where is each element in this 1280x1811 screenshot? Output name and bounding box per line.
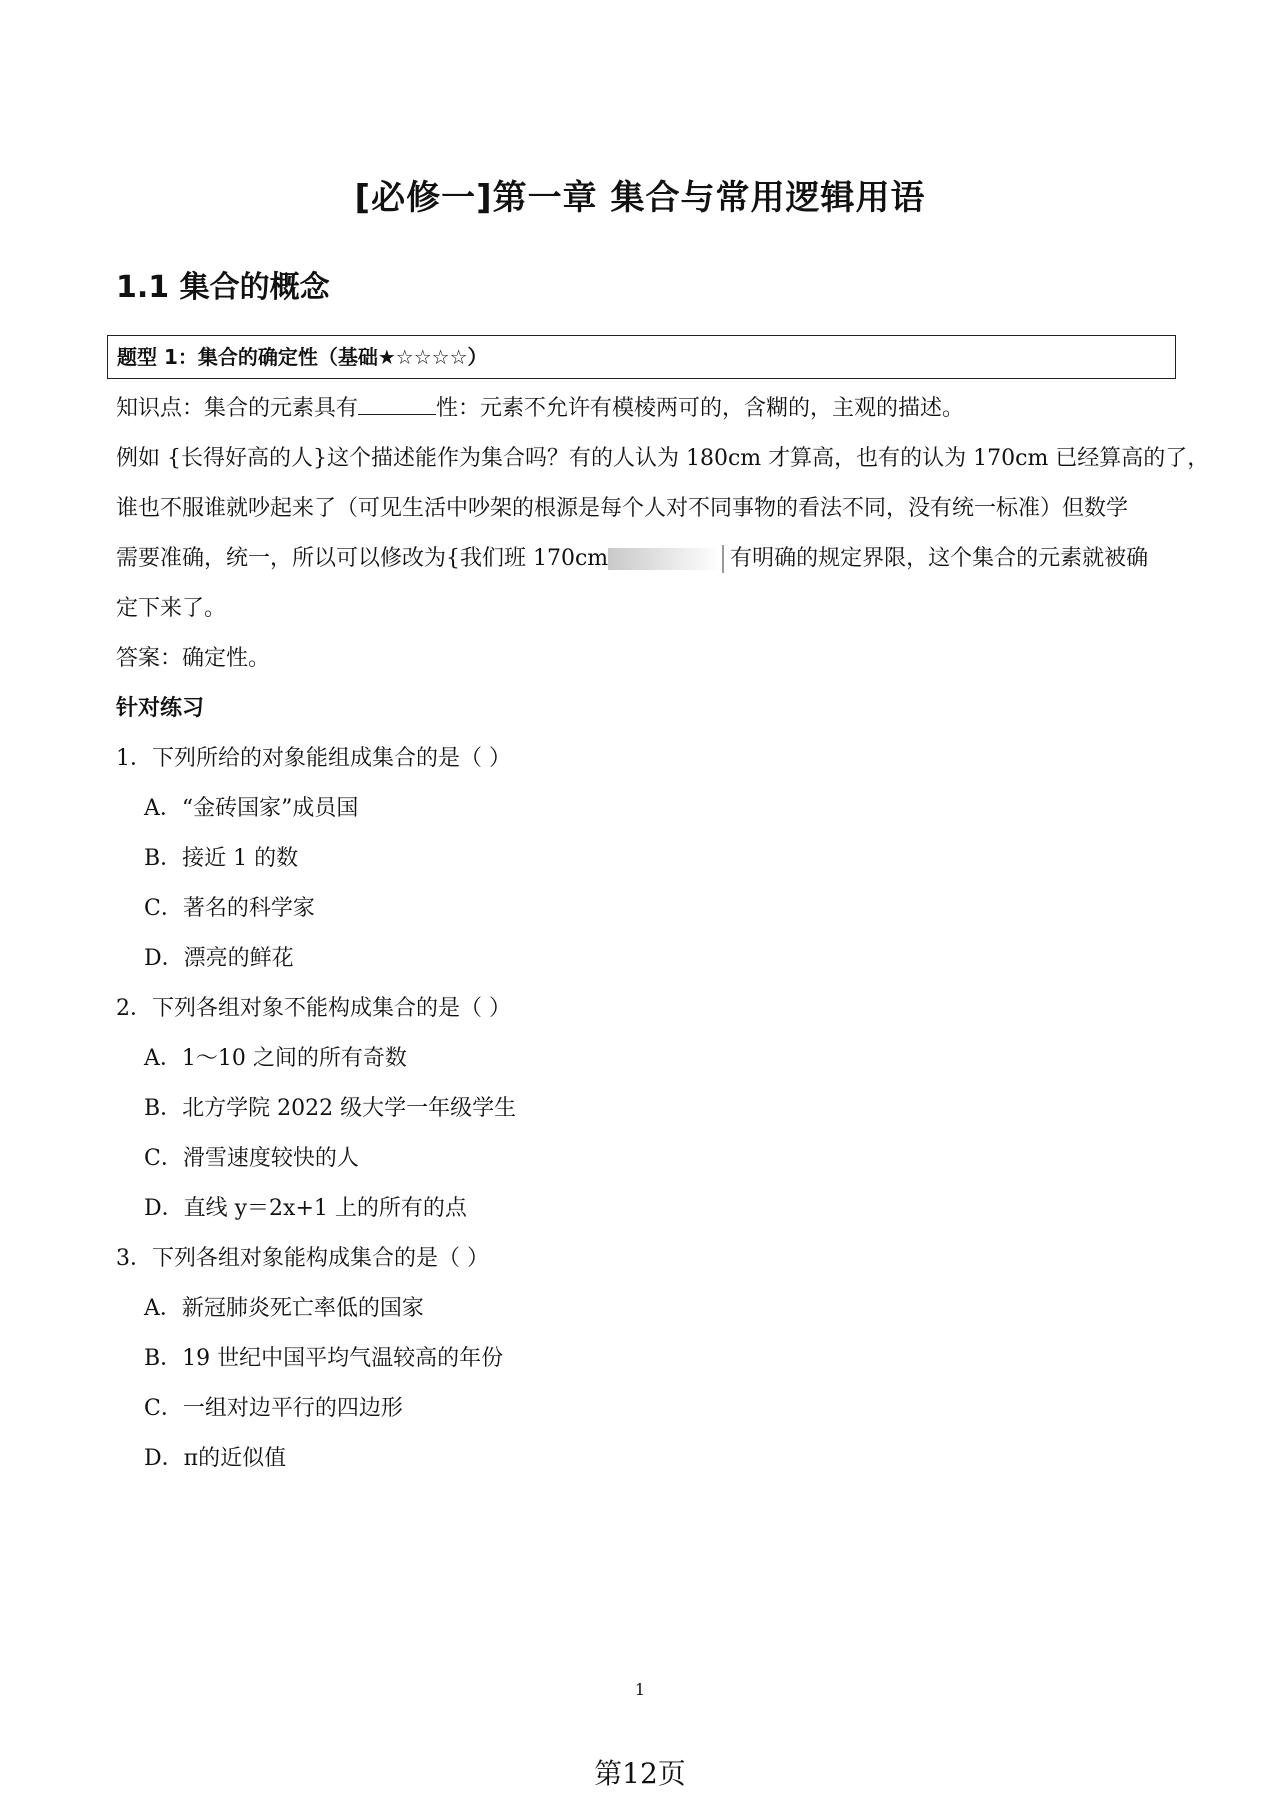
option-a: A．1～10 之间的所有奇数 (144, 1046, 407, 1071)
redacted-region (608, 548, 720, 570)
section-heading: 1.1 集合的概念 (116, 270, 330, 305)
example-line-3 (116, 534, 1176, 584)
option-c: C．滑雪速度较快的人 (144, 1146, 359, 1171)
option-c: C．一组对边平行的四边形 (144, 1396, 403, 1421)
fill-blank (358, 392, 436, 415)
topic-box: 题型 1：集合的确定性（基础★☆☆☆☆） (107, 335, 1176, 379)
question-1 (116, 734, 1176, 984)
knowledge-text-after: 性：元素不允许有模棱两可的，含糊的，主观的描述。 (436, 396, 965, 421)
practice-heading: 针对练习 (116, 696, 205, 721)
option-b: B．接近 1 的数 (144, 846, 299, 871)
option-d: D．直线 y＝2x+1 上的所有的点 (144, 1196, 467, 1221)
option-d: D．π的近似值 (144, 1446, 287, 1471)
question-2 (116, 984, 1176, 1234)
option-b: B．北方学院 2022 级大学一年级学生 (144, 1096, 517, 1121)
example-line-2: 谁也不服谁就吵起来了（可见生活中吵架的根源是每个人对不同事物的看法不同，没有统一标准）但数学 (116, 496, 1129, 521)
question-stem: 1．下列所给的对象能组成集合的是（ ） (116, 746, 511, 771)
question-stem: 3．下列各组对象能构成集合的是（ ） (116, 1246, 489, 1271)
option-d: D．漂亮的鲜花 (144, 946, 294, 971)
example-line-1: 例如 {长得好高的人}这个描述能作为集合吗？有的人认为 180cm 才算高，也有的认为 170cm 已经算高的了， (116, 446, 1210, 471)
example-line-3-after: 有明确的规定界限，这个集合的元素就被确 (730, 546, 1149, 571)
option-c: C．著名的科学家 (144, 896, 315, 921)
chapter-title: [必修一]第一章 集合与常用逻辑用语 (354, 178, 926, 218)
example-line-3-before: 需要准确，统一，所以可以修改为{我们班 170cm (116, 546, 609, 571)
example-line-4: 定下来了。 (116, 596, 227, 621)
question-3 (116, 1234, 1176, 1484)
page-footer: 第12页 (594, 1757, 686, 1790)
answer-text: 答案：确定性。 (116, 646, 271, 671)
content-body (116, 384, 1210, 1484)
knowledge-point (116, 384, 1176, 434)
option-a: A．新冠肺炎死亡率低的国家 (144, 1296, 424, 1321)
question-stem: 2．下列各组对象不能构成集合的是（ ） (116, 996, 511, 1021)
knowledge-text-before: 知识点：集合的元素具有 (116, 396, 359, 421)
page-number: 1 (634, 1680, 646, 1699)
option-a: A．“金砖国家”成员国 (144, 796, 359, 821)
option-b: B．19 世纪中国平均气温较高的年份 (144, 1346, 504, 1371)
